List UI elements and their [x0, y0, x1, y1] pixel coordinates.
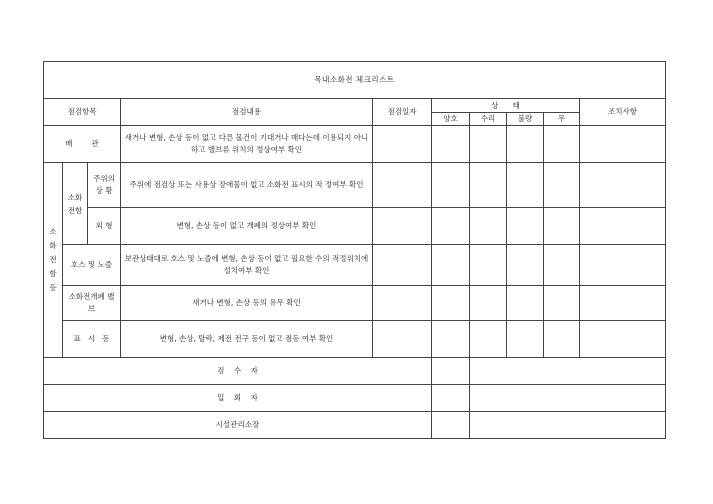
row-piping-content: 새거나 변형, 손상 등이 없고 다른 물건이 기대거나 매다는데 이용되지 아니하고 밸브류 위치의 정상여부 확인: [121, 126, 373, 163]
row-surroundings-content: 주위에 점검상 또는 사용상 장애물이 없고 소화전 표시의 적 정여부 확인: [121, 163, 373, 208]
row-exterior-date[interactable]: [373, 208, 432, 245]
header-status-good: 양호: [432, 113, 470, 126]
row-hose-action[interactable]: [580, 245, 666, 286]
row-hose-bad[interactable]: [507, 245, 544, 286]
row-piping-repair[interactable]: [470, 126, 507, 163]
row-exterior-content: 변형, 손상 등이 없고 개폐의 정상여부 확인: [121, 208, 373, 245]
header-status-none: 무: [544, 113, 580, 126]
row-surroundings-action[interactable]: [580, 163, 666, 208]
row-exterior-action[interactable]: [580, 208, 666, 245]
header-content: 점검내용: [121, 99, 373, 126]
row-valve-label: 소화전개폐 밸 브: [63, 286, 121, 321]
row-valve-action[interactable]: [580, 286, 666, 321]
row-exterior-good[interactable]: [432, 208, 470, 245]
row-sign-good[interactable]: [432, 321, 470, 358]
row-surroundings-repair[interactable]: [470, 163, 507, 208]
row-exterior-none[interactable]: [544, 208, 580, 245]
header-action: 조치사항: [580, 99, 666, 126]
row-surroundings-good[interactable]: [432, 163, 470, 208]
row-valve-date[interactable]: [373, 286, 432, 321]
footer-inspector-sign[interactable]: [432, 358, 470, 385]
row-sign-none[interactable]: [544, 321, 580, 358]
row-hose-date[interactable]: [373, 245, 432, 286]
group-label-cell: [44, 163, 63, 358]
row-sign-repair[interactable]: [470, 321, 507, 358]
box-label: 소화전함: [67, 192, 83, 215]
footer-manager-note[interactable]: [470, 412, 666, 439]
row-valve-bad[interactable]: [507, 286, 544, 321]
footer-witness-sign[interactable]: [432, 385, 470, 412]
row-surroundings-none[interactable]: [544, 163, 580, 208]
row-exterior-label: 외 형: [88, 208, 121, 245]
box-label-cell: [63, 163, 88, 245]
row-hose-good[interactable]: [432, 245, 470, 286]
row-sign-date[interactable]: [373, 321, 432, 358]
row-piping-date[interactable]: [373, 126, 432, 163]
row-piping-good[interactable]: [432, 126, 470, 163]
header-date: 점검일자: [373, 99, 432, 126]
page-title: 목내소화전 체크리스트: [44, 62, 666, 99]
row-piping-action[interactable]: [580, 126, 666, 163]
footer-inspector-note[interactable]: [470, 358, 666, 385]
row-piping-label: 배 관: [44, 126, 121, 163]
row-valve-repair[interactable]: [470, 286, 507, 321]
row-exterior-repair[interactable]: [470, 208, 507, 245]
footer-witness-note[interactable]: [470, 385, 666, 412]
row-exterior-bad[interactable]: [507, 208, 544, 245]
footer-inspector-label: 검 수 자: [44, 358, 432, 385]
header-status: 상 태: [432, 99, 580, 113]
row-hose-content: 보관상태대로 호스 및 노즐에 변형, 손상 등이 없고 필요한 수의 적정위치에 설치여부 확인: [121, 245, 373, 286]
row-sign-action[interactable]: [580, 321, 666, 358]
row-surroundings-bad[interactable]: [507, 163, 544, 208]
header-status-bad: 불량: [507, 113, 544, 126]
row-sign-content: 변형, 손상, 탈락, 제전 전구 등이 없고 점등 여부 확인: [121, 321, 373, 358]
row-sign-bad[interactable]: [507, 321, 544, 358]
row-surroundings-date[interactable]: [373, 163, 432, 208]
footer-manager-label: 시설관리소장: [44, 412, 432, 439]
checklist-table: [43, 61, 666, 439]
header-status-repair: 수리: [470, 113, 507, 126]
row-valve-content: 새거나 변형, 손상 등의 유무 확인: [121, 286, 373, 321]
row-sign-label: 표 시 등: [63, 321, 121, 358]
row-valve-good[interactable]: [432, 286, 470, 321]
row-hose-none[interactable]: [544, 245, 580, 286]
footer-manager-sign[interactable]: [432, 412, 470, 439]
row-hose-label: 호스 및 노즐: [63, 245, 121, 286]
row-piping-bad[interactable]: [507, 126, 544, 163]
footer-witness-label: 입 회 자: [44, 385, 432, 412]
group-label: 소화전함등: [49, 227, 57, 292]
row-piping-none[interactable]: [544, 126, 580, 163]
row-hose-repair[interactable]: [470, 245, 507, 286]
header-item: 점검항목: [44, 99, 121, 126]
row-surroundings-label: 주위의 상 황: [88, 163, 121, 208]
checklist-sheet: [43, 61, 665, 439]
row-valve-none[interactable]: [544, 286, 580, 321]
